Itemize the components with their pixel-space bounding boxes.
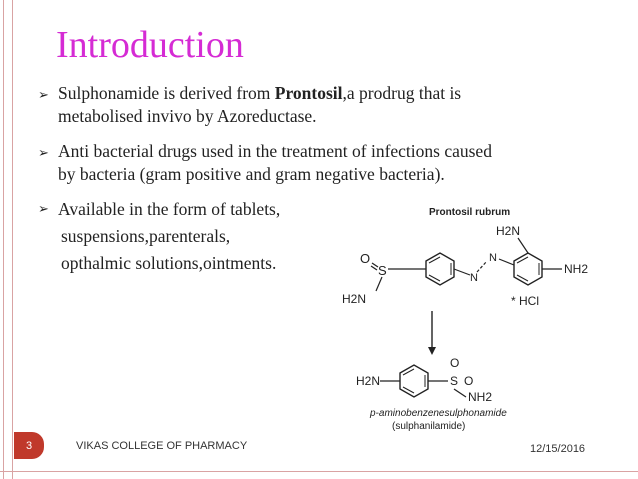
atom-o-bottom-right: O	[464, 374, 474, 388]
bullet-arrow-icon: ➢	[38, 201, 49, 216]
caption-line-1: p-aminobenzenesulphonamide	[370, 408, 507, 419]
bullet-2-line2: by bacteria (gram positive and gram negative bacteria).	[58, 164, 445, 184]
bullet-1-text-pre: Sulphonamide is derived from	[58, 83, 275, 103]
caption-line-2: (sulphanilamide)	[392, 421, 466, 432]
chemical-structure-diagram	[336, 201, 619, 434]
hcl-label: * HCl	[511, 294, 540, 308]
atom-s-top: S	[378, 263, 387, 278]
diagram-title: Prontosil rubrum	[429, 207, 511, 218]
bond-s-nh2	[454, 389, 466, 397]
bond-ring-n	[454, 269, 470, 275]
bullet-3	[58, 196, 280, 277]
page-number-badge: 3	[14, 432, 44, 459]
bullet-1-text-post: ,a prodrug that is	[342, 83, 462, 103]
bullet-1-bold: Prontosil	[274, 83, 343, 103]
benzene-ring-left	[426, 253, 454, 285]
bullet-1-line2: metabolised invivo by Azoreductase.	[58, 106, 317, 126]
atom-nh2-right: NH2	[564, 262, 589, 276]
atom-h2n-left: H2N	[342, 292, 367, 306]
atom-o-bottom-top: O	[450, 356, 460, 370]
atom-n-azo1: N	[470, 272, 478, 284]
bullet-arrow-icon: ➢	[38, 145, 49, 160]
atom-s-bottom: S	[450, 374, 459, 388]
bond-s-n	[376, 277, 382, 291]
left-border-decoration	[3, 0, 13, 479]
atom-n-azo2: N	[489, 252, 497, 264]
bond-n-n	[477, 261, 487, 272]
bullet-1	[58, 82, 461, 128]
bullet-3-line1: Available in the form of tablets,	[58, 199, 281, 219]
atom-nh2-bottom: NH2	[468, 390, 493, 404]
bond-so	[371, 266, 377, 270]
arrow-head-icon	[428, 347, 436, 355]
benzene-ring-right	[514, 253, 542, 285]
atom-o-top: O	[360, 251, 371, 266]
bullet-2	[58, 140, 492, 186]
footer-divider	[0, 471, 638, 472]
atom-h2n-top: H2N	[496, 224, 521, 238]
atom-h2n-bottom: H2N	[356, 374, 381, 388]
bullet-arrow-icon: ➢	[38, 87, 49, 102]
bullet-3-line2: suspensions,parenterals,	[61, 226, 231, 246]
bullet-3-line3: opthalmic solutions,ointments.	[61, 253, 277, 273]
benzene-ring-bottom	[400, 365, 428, 397]
footer-date: 12/15/2016	[530, 443, 586, 455]
bond-ring-nh2-top	[518, 238, 528, 253]
slide-title: Introduction	[56, 24, 244, 66]
footer-college: VIKAS COLLEGE OF PHARMACY	[76, 440, 248, 452]
bond-n-ring	[499, 259, 514, 265]
structure-svg	[336, 201, 619, 434]
bullet-2-line1: Anti bacterial drugs used in the treatment of infections caused	[58, 141, 492, 161]
